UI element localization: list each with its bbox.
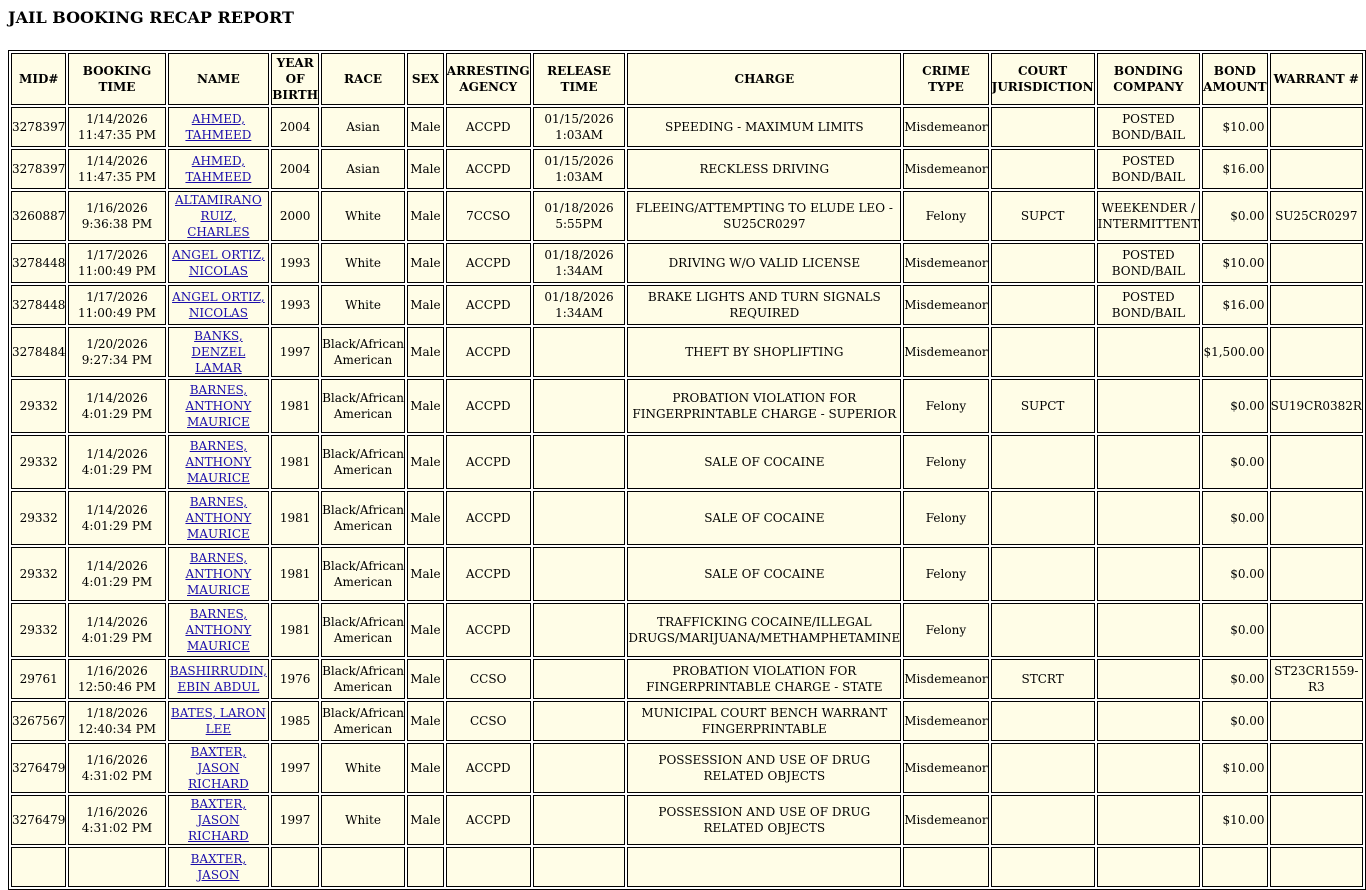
sex-cell: Male (407, 149, 444, 189)
table-row (11, 743, 1363, 793)
release-time-cell (533, 379, 626, 433)
race-cell: Asian (321, 107, 405, 147)
year-of-birth-cell: 1981 (271, 435, 319, 489)
table-row (11, 327, 1363, 377)
name-cell (168, 379, 270, 433)
bond-amount-cell: $1,500.00 (1202, 327, 1267, 377)
release-time-cell: 01/18/2026 5:55PM (533, 191, 626, 241)
bonding-company-cell (1097, 743, 1201, 793)
charge-cell (627, 847, 901, 887)
charge-cell: MUNICIPAL COURT BENCH WARRANT FINGERPRINTABLE (627, 701, 901, 741)
name-link[interactable]: BASHIRRUDIN, EBIN ABDUL (169, 664, 267, 694)
table-row (11, 847, 1363, 887)
year-of-birth-cell: 1993 (271, 243, 319, 283)
court-jurisdiction-cell (991, 107, 1095, 147)
sex-cell: Male (407, 379, 444, 433)
warrant-cell: ST23CR1559-R3 (1270, 659, 1363, 699)
release-time-cell (533, 547, 626, 601)
table-row (11, 379, 1363, 433)
table-row (11, 659, 1363, 699)
race-cell: Black/African American (321, 603, 405, 657)
bond-amount-cell (1202, 847, 1267, 887)
bond-amount-cell: $10.00 (1202, 795, 1267, 845)
arresting-agency-cell: 7CCSO (446, 191, 531, 241)
release-time-cell (533, 435, 626, 489)
release-time-cell (533, 795, 626, 845)
arresting-agency-cell: ACCPD (446, 379, 531, 433)
bond-amount-cell: $10.00 (1202, 243, 1267, 283)
warrant-cell (1270, 243, 1363, 283)
arresting-agency-cell: ACCPD (446, 107, 531, 147)
year-of-birth-cell: 2004 (271, 107, 319, 147)
race-cell: White (321, 743, 405, 793)
sex-cell (407, 847, 444, 887)
warrant-cell (1270, 743, 1363, 793)
bonding-company-cell (1097, 491, 1201, 545)
court-jurisdiction-cell (991, 435, 1095, 489)
crime-type-cell: Misdemeanor (903, 327, 988, 377)
col-header-bonding-company: BONDING COMPANY (1097, 53, 1201, 105)
bond-amount-cell: $0.00 (1202, 603, 1267, 657)
charge-cell: SALE OF COCAINE (627, 491, 901, 545)
name-cell (168, 795, 270, 845)
col-header-charge: CHARGE (627, 53, 901, 105)
bonding-company-cell (1097, 379, 1201, 433)
crime-type-cell: Misdemeanor (903, 701, 988, 741)
arresting-agency-cell: ACCPD (446, 149, 531, 189)
warrant-cell (1270, 795, 1363, 845)
col-header-mid: MID# (11, 53, 66, 105)
table-row (11, 547, 1363, 601)
mid-cell: 3278397 (11, 107, 66, 147)
name-link[interactable]: BARNES, ANTHONY MAURICE (185, 607, 252, 653)
bond-amount-cell: $0.00 (1202, 491, 1267, 545)
mid-cell: 29332 (11, 603, 66, 657)
bond-amount-cell: $0.00 (1202, 191, 1267, 241)
sex-cell: Male (407, 491, 444, 545)
mid-cell: 29332 (11, 491, 66, 545)
race-cell: Black/African American (321, 659, 405, 699)
crime-type-cell: Felony (903, 191, 988, 241)
year-of-birth-cell: 1985 (271, 701, 319, 741)
court-jurisdiction-cell (991, 603, 1095, 657)
release-time-cell: 01/15/2026 1:03AM (533, 107, 626, 147)
table-row (11, 285, 1363, 325)
booking-time-cell: 1/14/2026 4:01:29 PM (68, 491, 165, 545)
bonding-company-cell (1097, 701, 1201, 741)
charge-cell: THEFT BY SHOPLIFTING (627, 327, 901, 377)
year-of-birth-cell: 1981 (271, 547, 319, 601)
release-time-cell (533, 743, 626, 793)
crime-type-cell (903, 847, 988, 887)
mid-cell: 3260887 (11, 191, 66, 241)
crime-type-cell: Misdemeanor (903, 659, 988, 699)
court-jurisdiction-cell: SUPCT (991, 191, 1095, 241)
charge-cell: SALE OF COCAINE (627, 547, 901, 601)
bond-amount-cell: $0.00 (1202, 701, 1267, 741)
court-jurisdiction-cell (991, 743, 1095, 793)
bond-amount-cell: $0.00 (1202, 435, 1267, 489)
name-link[interactable]: BAXTER, JASON RICHARD (188, 797, 249, 843)
charge-cell: POSSESSION AND USE OF DRUG RELATED OBJECTS (627, 795, 901, 845)
booking-time-cell: 1/16/2026 4:31:02 PM (68, 743, 165, 793)
year-of-birth-cell: 1993 (271, 285, 319, 325)
charge-cell: FLEEING/ATTEMPTING TO ELUDE LEO - SU25CR0297 (627, 191, 901, 241)
bonding-company-cell: POSTED BOND/BAIL (1097, 243, 1201, 283)
name-cell (168, 491, 270, 545)
court-jurisdiction-cell: SUPCT (991, 379, 1095, 433)
sex-cell: Male (407, 243, 444, 283)
court-jurisdiction-cell (991, 285, 1095, 325)
sex-cell: Male (407, 435, 444, 489)
name-cell (168, 107, 270, 147)
charge-cell: BRAKE LIGHTS AND TURN SIGNALS REQUIRED (627, 285, 901, 325)
booking-time-cell: 1/16/2026 9:36:38 PM (68, 191, 165, 241)
name-cell (168, 191, 270, 241)
booking-time-cell: 1/14/2026 4:01:29 PM (68, 603, 165, 657)
name-link[interactable]: AHMED, TAHMEED (185, 154, 252, 184)
crime-type-cell: Felony (903, 547, 988, 601)
court-jurisdiction-cell (991, 795, 1095, 845)
crime-type-cell: Felony (903, 491, 988, 545)
arresting-agency-cell: ACCPD (446, 435, 531, 489)
release-time-cell: 01/15/2026 1:03AM (533, 149, 626, 189)
race-cell (321, 847, 405, 887)
crime-type-cell: Felony (903, 435, 988, 489)
charge-cell: PROBATION VIOLATION FOR FINGERPRINTABLE CHARGE - SUPERIOR (627, 379, 901, 433)
bond-amount-cell: $10.00 (1202, 107, 1267, 147)
warrant-cell (1270, 107, 1363, 147)
year-of-birth-cell: 1981 (271, 491, 319, 545)
booking-time-cell: 1/14/2026 4:01:29 PM (68, 547, 165, 601)
charge-cell: TRAFFICKING COCAINE/ILLEGAL DRUGS/MARIJUANA/METHAMPHETAMINE (627, 603, 901, 657)
table-row (11, 107, 1363, 147)
mid-cell: 3278484 (11, 327, 66, 377)
booking-time-cell: 1/14/2026 4:01:29 PM (68, 379, 165, 433)
arresting-agency-cell: CCSO (446, 659, 531, 699)
crime-type-cell: Misdemeanor (903, 743, 988, 793)
mid-cell: 3276479 (11, 795, 66, 845)
page-title: JAIL BOOKING RECAP REPORT (8, 8, 294, 27)
release-time-cell: 01/18/2026 1:34AM (533, 285, 626, 325)
name-link[interactable]: BAXTER, JASON RICHARD (188, 745, 249, 791)
name-link[interactable]: BARNES, ANTHONY MAURICE (185, 439, 252, 485)
crime-type-cell: Felony (903, 603, 988, 657)
bond-amount-cell: $16.00 (1202, 149, 1267, 189)
sex-cell: Male (407, 743, 444, 793)
court-jurisdiction-cell (991, 243, 1095, 283)
warrant-cell (1270, 327, 1363, 377)
mid-cell: 29332 (11, 379, 66, 433)
booking-time-cell: 1/17/2026 11:00:49 PM (68, 285, 165, 325)
sex-cell: Male (407, 795, 444, 845)
crime-type-cell: Misdemeanor (903, 285, 988, 325)
race-cell: White (321, 243, 405, 283)
bond-amount-cell: $0.00 (1202, 659, 1267, 699)
name-link[interactable]: ALTAMIRANO RUIZ, CHARLES (175, 193, 262, 239)
year-of-birth-cell: 2004 (271, 149, 319, 189)
name-cell (168, 327, 270, 377)
crime-type-cell: Misdemeanor (903, 243, 988, 283)
bonding-company-cell (1097, 603, 1201, 657)
col-header-warrant: WARRANT # (1270, 53, 1363, 105)
mid-cell (11, 847, 66, 887)
warrant-cell (1270, 491, 1363, 545)
name-cell (168, 701, 270, 741)
header-row (11, 53, 1363, 105)
bond-amount-cell: $16.00 (1202, 285, 1267, 325)
bond-amount-cell: $0.00 (1202, 547, 1267, 601)
table-row (11, 701, 1363, 741)
bonding-company-cell (1097, 327, 1201, 377)
sex-cell: Male (407, 547, 444, 601)
race-cell: Black/African American (321, 491, 405, 545)
arresting-agency-cell: ACCPD (446, 243, 531, 283)
name-cell (168, 285, 270, 325)
bonding-company-cell (1097, 547, 1201, 601)
charge-cell: PROBATION VIOLATION FOR FINGERPRINTABLE CHARGE - STATE (627, 659, 901, 699)
mid-cell: 3276479 (11, 743, 66, 793)
arresting-agency-cell: ACCPD (446, 285, 531, 325)
col-header-sex: SEX (407, 53, 444, 105)
crime-type-cell: Felony (903, 379, 988, 433)
warrant-cell (1270, 701, 1363, 741)
mid-cell: 29761 (11, 659, 66, 699)
mid-cell: 29332 (11, 547, 66, 601)
sex-cell: Male (407, 659, 444, 699)
warrant-cell: SU25CR0297 (1270, 191, 1363, 241)
bond-amount-cell: $10.00 (1202, 743, 1267, 793)
booking-time-cell: 1/20/2026 9:27:34 PM (68, 327, 165, 377)
court-jurisdiction-cell (991, 547, 1095, 601)
booking-time-cell: 1/16/2026 4:31:02 PM (68, 795, 165, 845)
booking-time-cell: 1/18/2026 12:40:34 PM (68, 701, 165, 741)
warrant-cell (1270, 285, 1363, 325)
table-row (11, 435, 1363, 489)
arresting-agency-cell: ACCPD (446, 491, 531, 545)
race-cell: Black/African American (321, 435, 405, 489)
court-jurisdiction-cell (991, 149, 1095, 189)
release-time-cell (533, 847, 626, 887)
court-jurisdiction-cell (991, 701, 1095, 741)
table-row (11, 149, 1363, 189)
name-cell (168, 547, 270, 601)
name-cell (168, 435, 270, 489)
warrant-cell (1270, 149, 1363, 189)
warrant-cell (1270, 603, 1363, 657)
race-cell: White (321, 191, 405, 241)
race-cell: Asian (321, 149, 405, 189)
col-header-bond-amount: BOND AMOUNT (1202, 53, 1267, 105)
table-row (11, 191, 1363, 241)
sex-cell: Male (407, 603, 444, 657)
booking-time-cell (68, 847, 165, 887)
name-link[interactable]: AHMED, TAHMEED (185, 112, 252, 142)
year-of-birth-cell: 1997 (271, 795, 319, 845)
court-jurisdiction-cell (991, 327, 1095, 377)
col-header-arresting-agency: ARRESTING AGENCY (446, 53, 531, 105)
booking-time-cell: 1/17/2026 11:00:49 PM (68, 243, 165, 283)
release-time-cell (533, 603, 626, 657)
race-cell: White (321, 285, 405, 325)
crime-type-cell: Misdemeanor (903, 107, 988, 147)
release-time-cell (533, 659, 626, 699)
name-link[interactable]: ANGEL ORTIZ, NICOLAS (172, 248, 265, 278)
booking-time-cell: 1/14/2026 11:47:35 PM (68, 149, 165, 189)
col-header-court-jurisdiction: COURT JURISDICTION (991, 53, 1095, 105)
race-cell: Black/African American (321, 327, 405, 377)
race-cell: Black/African American (321, 701, 405, 741)
race-cell: Black/African American (321, 379, 405, 433)
bonding-company-cell: POSTED BOND/BAIL (1097, 285, 1201, 325)
arresting-agency-cell: ACCPD (446, 795, 531, 845)
warrant-cell (1270, 547, 1363, 601)
name-link[interactable]: BARNES, ANTHONY MAURICE (185, 551, 252, 597)
year-of-birth-cell: 1976 (271, 659, 319, 699)
col-header-crime-type: CRIME TYPE (903, 53, 988, 105)
sex-cell: Male (407, 327, 444, 377)
warrant-cell: SU19CR0382R (1270, 379, 1363, 433)
charge-cell: POSSESSION AND USE OF DRUG RELATED OBJECTS (627, 743, 901, 793)
year-of-birth-cell: 1981 (271, 603, 319, 657)
mid-cell: 3267567 (11, 701, 66, 741)
mid-cell: 3278448 (11, 243, 66, 283)
crime-type-cell: Misdemeanor (903, 795, 988, 845)
name-cell (168, 847, 270, 887)
bond-amount-cell: $0.00 (1202, 379, 1267, 433)
col-header-race: RACE (321, 53, 405, 105)
booking-time-cell: 1/14/2026 11:47:35 PM (68, 107, 165, 147)
court-jurisdiction-cell: STCRT (991, 659, 1095, 699)
race-cell: White (321, 795, 405, 845)
court-jurisdiction-cell (991, 847, 1095, 887)
name-link[interactable]: BANKS, DENZEL LAMAR (191, 329, 246, 375)
col-header-release-time: RELEASE TIME (533, 53, 626, 105)
name-link[interactable]: BARNES, ANTHONY MAURICE (185, 495, 252, 541)
booking-time-cell: 1/16/2026 12:50:46 PM (68, 659, 165, 699)
release-time-cell (533, 327, 626, 377)
year-of-birth-cell (271, 847, 319, 887)
sex-cell: Male (407, 191, 444, 241)
warrant-cell (1270, 435, 1363, 489)
bonding-company-cell (1097, 847, 1201, 887)
name-cell (168, 659, 270, 699)
name-cell (168, 743, 270, 793)
name-link[interactable]: ANGEL ORTIZ, NICOLAS (172, 290, 265, 320)
arresting-agency-cell: ACCPD (446, 603, 531, 657)
table-row (11, 603, 1363, 657)
arresting-agency-cell: CCSO (446, 701, 531, 741)
charge-cell: DRIVING W/O VALID LICENSE (627, 243, 901, 283)
mid-cell: 29332 (11, 435, 66, 489)
sex-cell: Male (407, 107, 444, 147)
bonding-company-cell: POSTED BOND/BAIL (1097, 149, 1201, 189)
crime-type-cell: Misdemeanor (903, 149, 988, 189)
name-link[interactable]: BAXTER, JASON (190, 852, 247, 882)
name-cell (168, 149, 270, 189)
race-cell: Black/African American (321, 547, 405, 601)
charge-cell: SALE OF COCAINE (627, 435, 901, 489)
sex-cell: Male (407, 701, 444, 741)
year-of-birth-cell: 1997 (271, 327, 319, 377)
booking-table (8, 50, 1366, 890)
bonding-company-cell (1097, 435, 1201, 489)
arresting-agency-cell (446, 847, 531, 887)
year-of-birth-cell: 1981 (271, 379, 319, 433)
table-row (11, 795, 1363, 845)
warrant-cell (1270, 847, 1363, 887)
court-jurisdiction-cell (991, 491, 1095, 545)
release-time-cell (533, 701, 626, 741)
charge-cell: SPEEDING - MAXIMUM LIMITS (627, 107, 901, 147)
col-header-booking-time: BOOKING TIME (68, 53, 165, 105)
name-cell (168, 603, 270, 657)
bonding-company-cell (1097, 795, 1201, 845)
col-header-name: NAME (168, 53, 270, 105)
release-time-cell (533, 491, 626, 545)
arresting-agency-cell: ACCPD (446, 327, 531, 377)
table-row (11, 491, 1363, 545)
name-link[interactable]: BATES, LARON LEE (170, 706, 266, 736)
year-of-birth-cell: 2000 (271, 191, 319, 241)
booking-time-cell: 1/14/2026 4:01:29 PM (68, 435, 165, 489)
mid-cell: 3278397 (11, 149, 66, 189)
bonding-company-cell: POSTED BOND/BAIL (1097, 107, 1201, 147)
bonding-company-cell: WEEKENDER / INTERMITTENT (1097, 191, 1201, 241)
bonding-company-cell (1097, 659, 1201, 699)
release-time-cell: 01/18/2026 1:34AM (533, 243, 626, 283)
charge-cell: RECKLESS DRIVING (627, 149, 901, 189)
col-header-year-of-birth: YEAR OF BIRTH (271, 53, 319, 105)
sex-cell: Male (407, 285, 444, 325)
mid-cell: 3278448 (11, 285, 66, 325)
name-cell (168, 243, 270, 283)
year-of-birth-cell: 1997 (271, 743, 319, 793)
arresting-agency-cell: ACCPD (446, 743, 531, 793)
name-link[interactable]: BARNES, ANTHONY MAURICE (185, 383, 252, 429)
table-row (11, 243, 1363, 283)
arresting-agency-cell: ACCPD (446, 547, 531, 601)
